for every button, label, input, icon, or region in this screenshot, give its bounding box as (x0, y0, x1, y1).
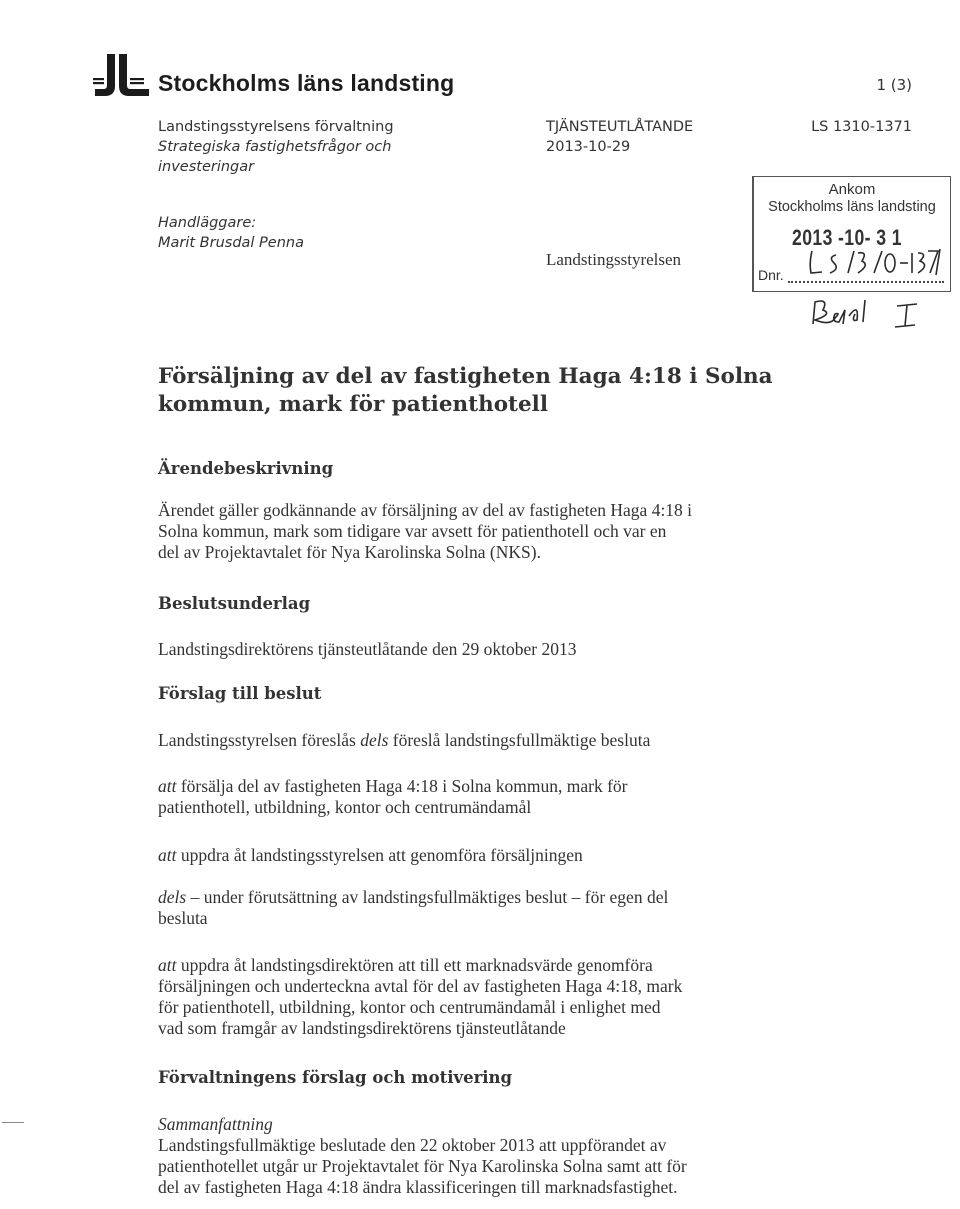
handler-block (158, 213, 304, 253)
handler-name: Marit Brusdal Penna (158, 235, 304, 251)
proposal-item (158, 776, 778, 818)
section-heading: Beslutsunderlag (158, 594, 311, 613)
department-block (158, 117, 394, 177)
text-line: del av Projektavtalet för Nya Karolinska Solna (NKS). (158, 542, 541, 562)
text-line: för patienthotell, utbildning, kontor och centrumändamål i enlighet med (158, 997, 661, 1017)
text-run: Landstingsstyrelsen föreslås (158, 730, 361, 750)
section-heading: Förslag till beslut (158, 684, 322, 703)
org-name: Stockholms läns landsting (158, 70, 455, 96)
doc-date: 2013-10-29 (546, 139, 631, 155)
text-line: patienthotellet utgår ur Projektavtalet för Nya Karolinska Solna samt att för (158, 1156, 687, 1176)
emphasis-text: dels (360, 730, 389, 750)
proposal-item (158, 955, 778, 1039)
handler-label: Handläggare: (158, 215, 257, 231)
stamp-title: Ankom (828, 181, 876, 198)
text-line: Ärendet gäller godkännande av försäljning av del av fastigheten Haga 4:18 i (158, 500, 693, 520)
recipient: Landstingsstyrelsen (546, 250, 682, 269)
doc-type-block (546, 117, 693, 157)
proposal-item (158, 845, 778, 866)
text-line: patienthotell, utbildning, kontor och centrumändamål (158, 797, 532, 817)
text-run: uppdra åt landstingsdirektören att till ett marknadsvärde genomföra (176, 955, 653, 975)
title-line: Försäljning av del av fastigheten Haga 4:18 i Solna (158, 364, 773, 389)
emphasis-text: att (158, 776, 177, 796)
department-line: Landstingsstyrelsens förvaltning (158, 119, 394, 135)
received-stamp (752, 176, 951, 292)
text-line: vad som framgår av landstingsdirektörens tjänsteutlåtande (158, 1018, 566, 1038)
stamp-date: 2013 -10- 3 1 (792, 225, 902, 250)
title-line: kommun, mark för patienthotell (158, 392, 548, 417)
text-run: föreslå landstingsfullmäktige besluta (388, 730, 651, 750)
page-number: 1 (3) (876, 76, 912, 94)
unit-line: Strategiska fastighetsfrågor och (158, 139, 392, 155)
text-line: försäljningen och underteckna avtal för del av fastigheten Haga 4:18, mark (158, 976, 683, 996)
subheading: Sammanfattning (158, 1114, 273, 1134)
doc-reference: LS 1310-1371 (811, 119, 912, 135)
text-run: uppdra åt landstingsstyrelsen att genomföra försäljningen (176, 845, 583, 865)
text-line: besluta (158, 908, 208, 928)
section-heading: Ärendebeskrivning (158, 459, 334, 478)
proposal-item (158, 887, 778, 929)
handwritten-dnr-icon (806, 243, 946, 281)
text-line: Solna kommun, mark som tidigare var avsett för patienthotell och var en (158, 521, 667, 541)
stamp-dnr-label: Dnr. (758, 267, 784, 283)
text-line: Landstingsfullmäktige beslutade den 22 oktober 2013 att uppförandet av (158, 1135, 667, 1155)
emphasis-text: att (158, 845, 177, 865)
emphasis-text: dels (158, 887, 187, 907)
text-run: – under förutsättning av landstingsfullmäktiges beslut – för egen del (186, 887, 669, 907)
stamp-dotted-line (788, 281, 944, 283)
text-line: del av fastigheten Haga 4:18 ändra klassificeringen till marknadsfastighet. (158, 1177, 678, 1197)
section-heading: Förvaltningens förslag och motivering (158, 1068, 513, 1087)
unit-line: investeringar (158, 159, 255, 175)
emphasis-text: att (158, 955, 177, 975)
margin-mark (2, 1122, 24, 1123)
text-run: försälja del av fastigheten Haga 4:18 i Solna kommun, mark för (176, 776, 628, 796)
doc-type: TJÄNSTEUTLÅTANDE (546, 119, 694, 135)
description-paragraph (158, 500, 778, 563)
proposal-intro (158, 730, 778, 751)
summary-paragraph (158, 1114, 778, 1198)
document-title (158, 363, 858, 419)
handwritten-annex-icon (805, 292, 935, 336)
stamp-org: Stockholms läns landsting (768, 199, 936, 215)
basis-paragraph: Landstingsdirektörens tjänsteutlåtande den 29 oktober 2013 (158, 639, 577, 659)
sll-logo-icon (93, 52, 151, 100)
